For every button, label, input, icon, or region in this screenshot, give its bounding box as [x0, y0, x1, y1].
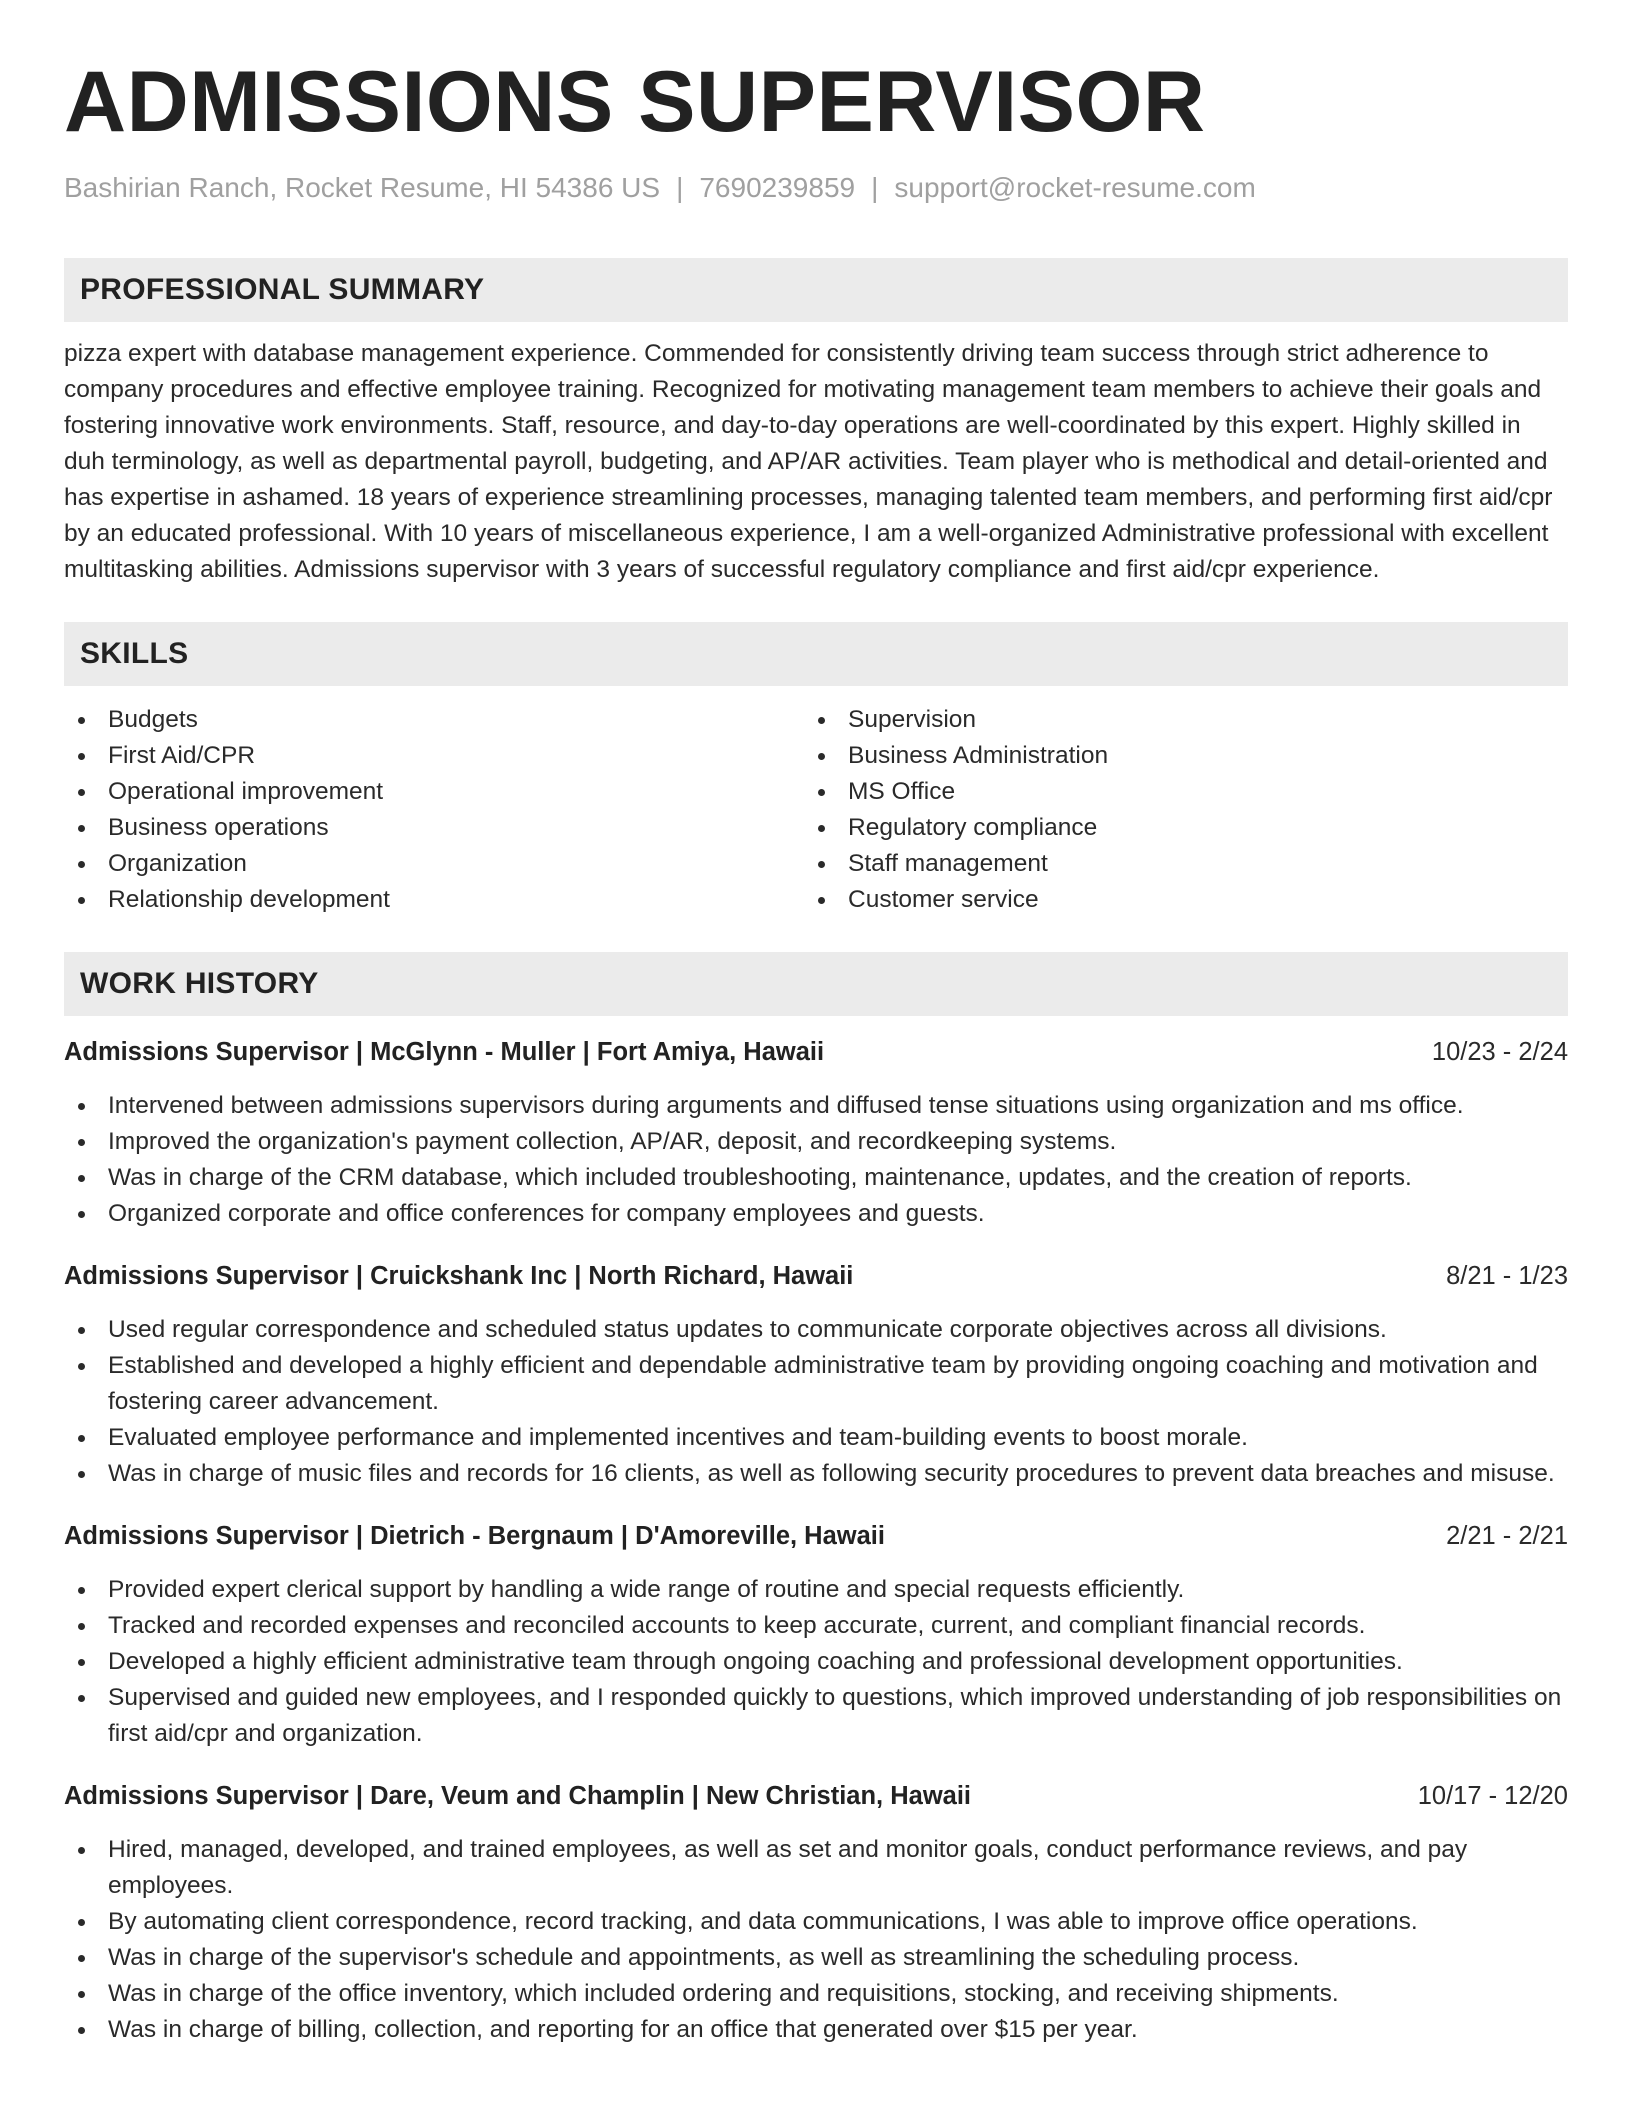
contact-separator: | [871, 172, 879, 203]
job-bullet: Established and developed a highly efficient and dependable administrative team by providing ongoing coaching and motivation and fostering career advancement. [64, 1348, 1568, 1420]
job-bullets [64, 1572, 1568, 1752]
job-entry [64, 1258, 1568, 1492]
job-header [64, 1258, 1568, 1294]
skill-item: Organization [64, 846, 804, 882]
job-bullet: Organized corporate and office conferences for company employees and guests. [64, 1196, 1568, 1232]
job-dates: 10/17 - 12/20 [1417, 1782, 1568, 1810]
skill-item: MS Office [804, 774, 1544, 810]
work-history-heading: WORK HISTORY [64, 952, 1568, 1016]
contact-separator: | [676, 172, 684, 203]
skill-item: Relationship development [64, 882, 804, 918]
job-dates: 2/21 - 2/21 [1446, 1522, 1568, 1550]
job-header [64, 1034, 1568, 1070]
skill-item: Staff management [804, 846, 1544, 882]
skill-item: Operational improvement [64, 774, 804, 810]
job-bullets [64, 1832, 1568, 2048]
job-bullets [64, 1088, 1568, 1232]
job-bullet: Intervened between admissions supervisors during arguments and diffused tense situations using organization and ms office. [64, 1088, 1568, 1124]
job-title: Admissions Supervisor | Cruickshank Inc | North Richard, Hawaii [64, 1262, 854, 1290]
skills-list [64, 702, 1568, 918]
contact-phone: 7690239859 [699, 172, 856, 203]
job-bullet: Provided expert clerical support by handling a wide range of routine and special requests efficiently. [64, 1572, 1568, 1608]
contact-email: support@rocket-resume.com [894, 172, 1256, 203]
job-dates: 10/23 - 2/24 [1431, 1038, 1568, 1066]
job-bullet: Tracked and recorded expenses and reconciled accounts to keep accurate, current, and compliant financial records. [64, 1608, 1568, 1644]
skills-heading: SKILLS [64, 622, 1568, 686]
job-bullet: Was in charge of the office inventory, which included ordering and requisitions, stocking, and receiving shipments. [64, 1976, 1568, 2012]
job-title: Admissions Supervisor | Dare, Veum and Champlin | New Christian, Hawaii [64, 1782, 972, 1810]
skill-item: Customer service [804, 882, 1544, 918]
job-bullet: Hired, managed, developed, and trained employees, as well as set and monitor goals, conduct performance reviews, and pay employees. [64, 1832, 1568, 1904]
job-bullet: Supervised and guided new employees, and I responded quickly to questions, which improved understanding of job responsibilities on first aid/cpr and organization. [64, 1680, 1568, 1752]
job-title: Admissions Supervisor | Dietrich - Bergnaum | D'Amoreville, Hawaii [64, 1522, 885, 1550]
skill-item: Budgets [64, 702, 804, 738]
summary-text: pizza expert with database management experience. Commended for consistently driving team success through strict adherence to company procedures and effective employee training. Recognized for motivating management team members to achieve their goals and fostering innovative work environments. Staff, resource, and day-to-day operations are well-coordinated by this expert. Highly skilled in duh terminology, as well as departmental payroll, budgeting, and AP/AR activities. Team player who is methodical and detail-oriented and has expertise in ashamed. 18 years of experience streamlining processes, managing talented team members, and performing first aid/cpr by an educated professional. With 10 years of miscellaneous experience, I am a well-organized Administrative professional with excellent multitasking abilities. Admissions supervisor with 3 years of successful regulatory compliance and first aid/cpr experience. [64, 340, 1553, 583]
summary-heading: PROFESSIONAL SUMMARY [64, 258, 1568, 322]
job-bullet: Evaluated employee performance and implemented incentives and team-building events to boost morale. [64, 1420, 1568, 1456]
contact-address: Bashirian Ranch, Rocket Resume, HI 54386 US [64, 172, 661, 203]
page-title: ADMISSIONS SUPERVISOR [64, 54, 1206, 150]
job-entry [64, 1034, 1568, 1232]
skill-item: First Aid/CPR [64, 738, 804, 774]
job-bullet: Was in charge of the supervisor's schedule and appointments, as well as streamlining the scheduling process. [64, 1940, 1568, 1976]
job-bullets [64, 1312, 1568, 1492]
skill-item: Business Administration [804, 738, 1544, 774]
job-title: Admissions Supervisor | McGlynn - Muller | Fort Amiya, Hawaii [64, 1038, 825, 1066]
skills-column-right [804, 702, 1544, 918]
job-bullet: Improved the organization's payment collection, AP/AR, deposit, and recordkeeping systems. [64, 1124, 1568, 1160]
job-bullet: Was in charge of the CRM database, which included troubleshooting, maintenance, updates, and the creation of reports. [64, 1160, 1568, 1196]
job-header [64, 1518, 1568, 1554]
job-entry [64, 1518, 1568, 1752]
skills-column-left [64, 702, 804, 918]
job-bullet: Was in charge of music files and records for 16 clients, as well as following security procedures to prevent data breaches and misuse. [64, 1456, 1568, 1492]
contact-line [64, 170, 1568, 206]
job-bullet: Used regular correspondence and scheduled status updates to communicate corporate objectives across all divisions. [64, 1312, 1568, 1348]
skill-item: Business operations [64, 810, 804, 846]
job-dates: 8/21 - 1/23 [1446, 1262, 1568, 1290]
job-entry [64, 1778, 1568, 2048]
job-bullet: By automating client correspondence, record tracking, and data communications, I was able to improve office operations. [64, 1904, 1568, 1940]
job-bullet: Developed a highly efficient administrative team through ongoing coaching and professional development opportunities. [64, 1644, 1568, 1680]
job-bullet: Was in charge of billing, collection, and reporting for an office that generated over $15 per year. [64, 2012, 1568, 2048]
skill-item: Regulatory compliance [804, 810, 1544, 846]
job-header [64, 1778, 1568, 1814]
skill-item: Supervision [804, 702, 1544, 738]
